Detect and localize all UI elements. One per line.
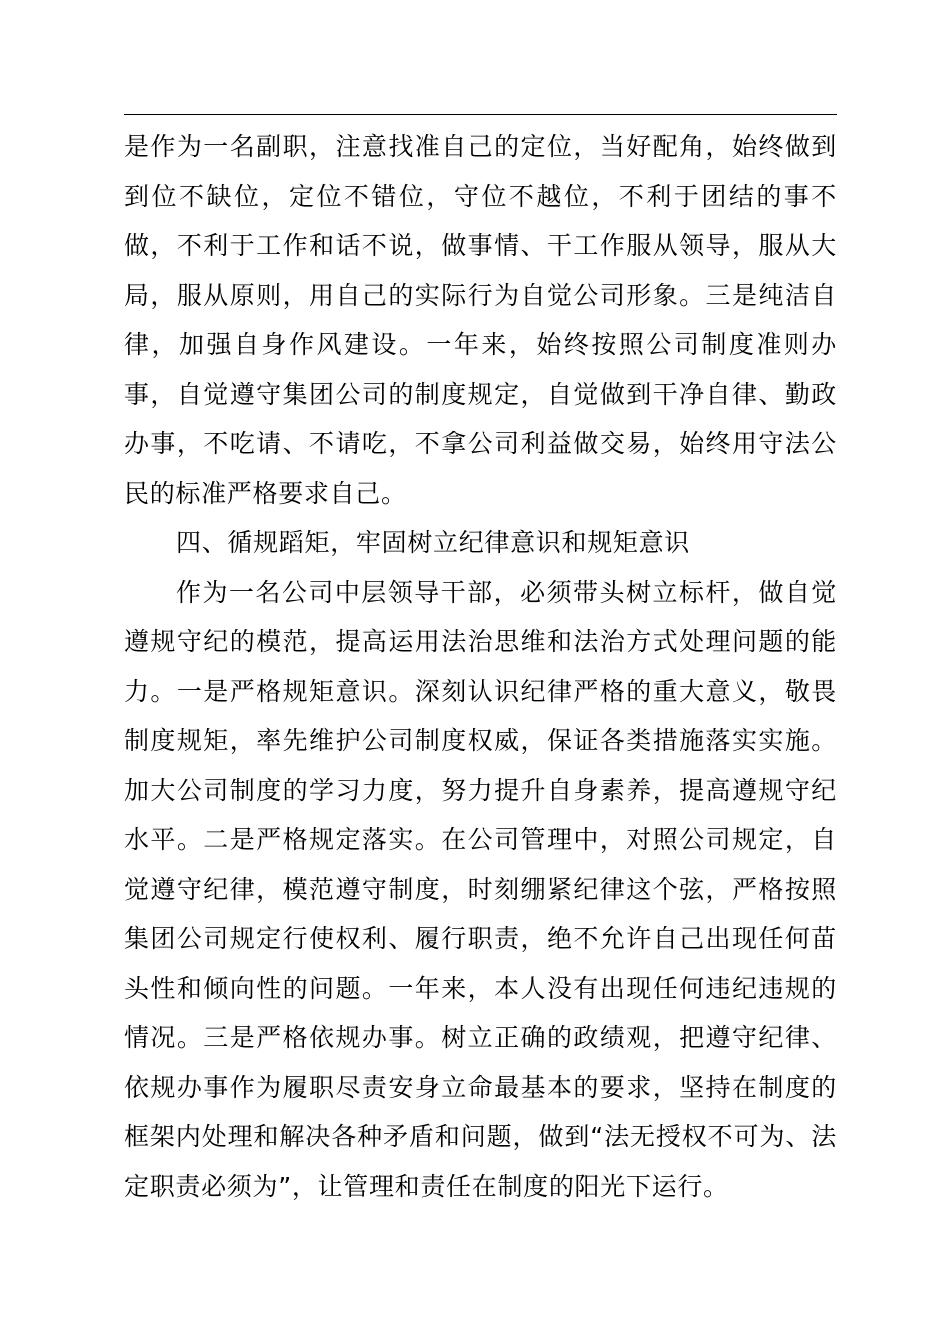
document-body xyxy=(124,122,837,1211)
paragraph-continuation: 是作为一名副职，注意找准自己的定位，当好配角，始终做到到位不缺位，定位不错位，守位不越位，不利于团结的事不做，不利于工作和话不说，做事情、干工作服从领导，服从大局，服从原则，用自己的实际行为自觉公司形象。三是纯洁自律，加强自身作风建设。一年来，始终按照公司制度准则办事，自觉遵守集团公司的制度规定，自觉做到干净自律、勤政办事，不吃请、不请吃，不拿公司利益做交易，始终用守法公民的标准严格要求自己。 xyxy=(124,132,837,508)
section-heading: 四、循规蹈矩，牢固树立纪律意识和规矩意识 xyxy=(176,528,691,557)
paragraph-body: 作为一名公司中层领导干部，必须带头树立标杆，做自觉遵规守纪的模范，提高运用法治思维和法治方式处理问题的能力。一是严格规矩意识。深刻认识纪律严格的重大意义，敬畏制度规矩，率先维护公司制度权威，保证各类措施落实实施。加大公司制度的学习力度，努力提升自身素养，提高遵规守纪水平。二是严格规定落实。在公司管理中，对照公司规定，自觉遵守纪律，模范遵守制度，时刻绷紧纪律这个弦，严格按照集团公司规定行使权利、履行职责，绝不允许自己出现任何苗头性和倾向性的问题。一年来，本人没有出现任何违纪违规的情况。三是严格依规办事。树立正确的政绩观，把遵守纪律、依规办事作为履职尽责安身立命最基本的要求，坚持在制度的框架内处理和解决各种矛盾和问题，做到“法无授权不可为、法定职责必须为”，让管理和责任在制度的阳光下运行。 xyxy=(124,577,837,1201)
header-rule xyxy=(124,114,837,115)
